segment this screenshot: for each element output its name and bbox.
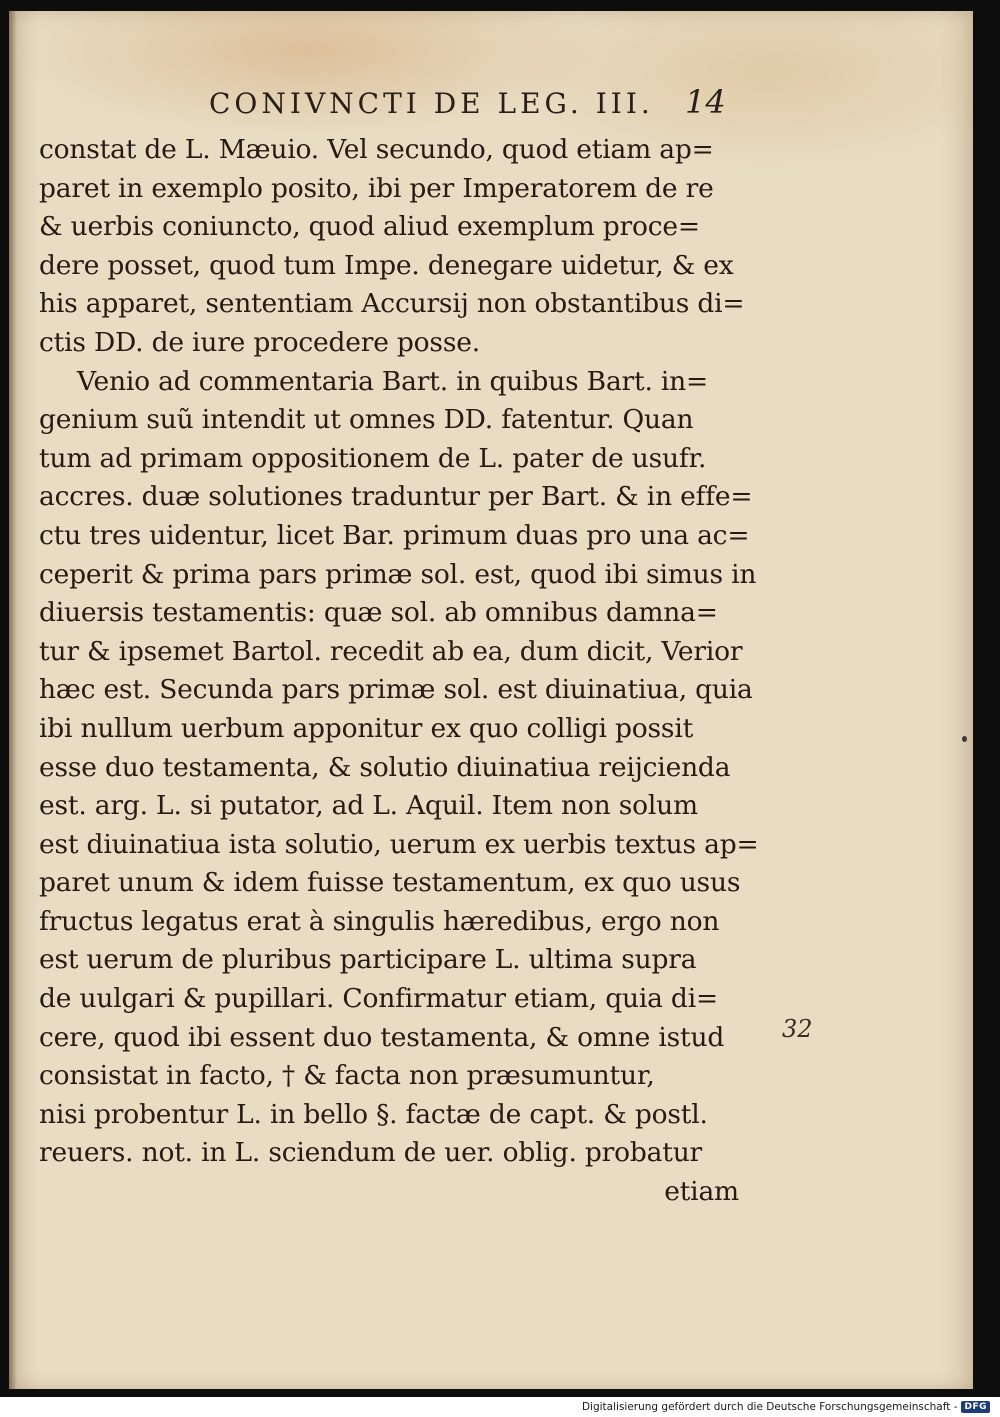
book-page xyxy=(9,11,973,1389)
footer-credit-text: Digitalisierung gefördert durch die Deutsche Forschungsgemeinschaft - xyxy=(581,1401,958,1413)
text-line: hæc est. Secunda pars primæ sol. est diuinatiua, quia xyxy=(39,674,753,706)
text-line: dere posset, quod tum Impe. denegare uidetur, & ex xyxy=(39,249,734,281)
text-line: est diuinatiua ista solutio, uerum ex uerbis textus ap= xyxy=(39,828,759,860)
text-line: esse duo testamenta, & solutio diuinatiua reijcienda xyxy=(39,751,731,783)
dust-speck xyxy=(962,736,967,742)
spine-shadow xyxy=(9,11,17,1389)
text-line: genium suũ intendit ut omnes DD. fatentur. Quan xyxy=(39,404,694,436)
text-line: Venio ad commentaria Bart. in quibus Bart. in= xyxy=(77,365,709,397)
text-line: his apparet, sententiam Accursij non obstantibus di= xyxy=(39,288,745,320)
text-line: diuersis testamentis: quæ sol. ab omnibus damna= xyxy=(39,597,718,629)
text-line: constat de L. Mæuio. Vel secundo, quod etiam ap= xyxy=(39,134,714,165)
running-head: CONIVNCTI DE LEG. III. xyxy=(209,87,654,120)
text-line: fructus legatus erat à singulis hæredibus, ergo non xyxy=(39,905,720,937)
catchword: etiam xyxy=(664,1176,739,1208)
text-line: & uerbis coniuncto, quod aliud exemplum proce= xyxy=(39,211,700,243)
text-line: tum ad primam oppositionem de L. pater de usufr. xyxy=(39,442,707,474)
text-line: ceperit & prima pars primæ sol. est, quod ibi simus in xyxy=(39,558,757,590)
margin-note: 32 xyxy=(782,1015,813,1043)
text-line: ctu tres uidentur, licet Bar. primum duas pro una ac= xyxy=(39,519,750,551)
text-line: reuers. not. in L. sciendum de uer. oblig. probatur xyxy=(39,1137,703,1169)
text-line: de uulgari & pupillari. Confirmatur etiam, quia di= xyxy=(39,983,718,1015)
text-line: accres. duæ solutiones traduntur per Bart. & in effe= xyxy=(39,481,753,513)
text-line: cere, quod ibi essent duo testamenta, & omne istud xyxy=(39,1021,725,1053)
text-line: consistat in facto, † & facta non præsumuntur, xyxy=(39,1060,655,1092)
text-line: est uerum de pluribus participare L. ultima supra xyxy=(39,944,697,976)
dfg-logo-icon: DFG xyxy=(961,1401,990,1413)
text-line: est. arg. L. si putator, ad L. Aquil. Item non solum xyxy=(39,790,698,822)
text-line: ctis DD. de iure procedere posse. xyxy=(39,326,480,358)
footer-credit xyxy=(582,1399,990,1415)
text-line: nisi probentur L. in bello §. factæ de capt. & postl. xyxy=(39,1098,708,1130)
text-line: ibi nullum uerbum apponitur ex quo colligi possit xyxy=(39,712,694,744)
body-text xyxy=(39,131,759,1212)
text-line: paret unum & idem fuisse testamentum, ex quo usus xyxy=(39,867,741,899)
text-line: paret in exemplo posito, ibi per Imperatorem de re xyxy=(39,172,714,204)
page-number: 14 xyxy=(685,83,726,121)
text-line: tur & ipsemet Bartol. recedit ab ea, dum dicit, Verior xyxy=(39,635,743,667)
